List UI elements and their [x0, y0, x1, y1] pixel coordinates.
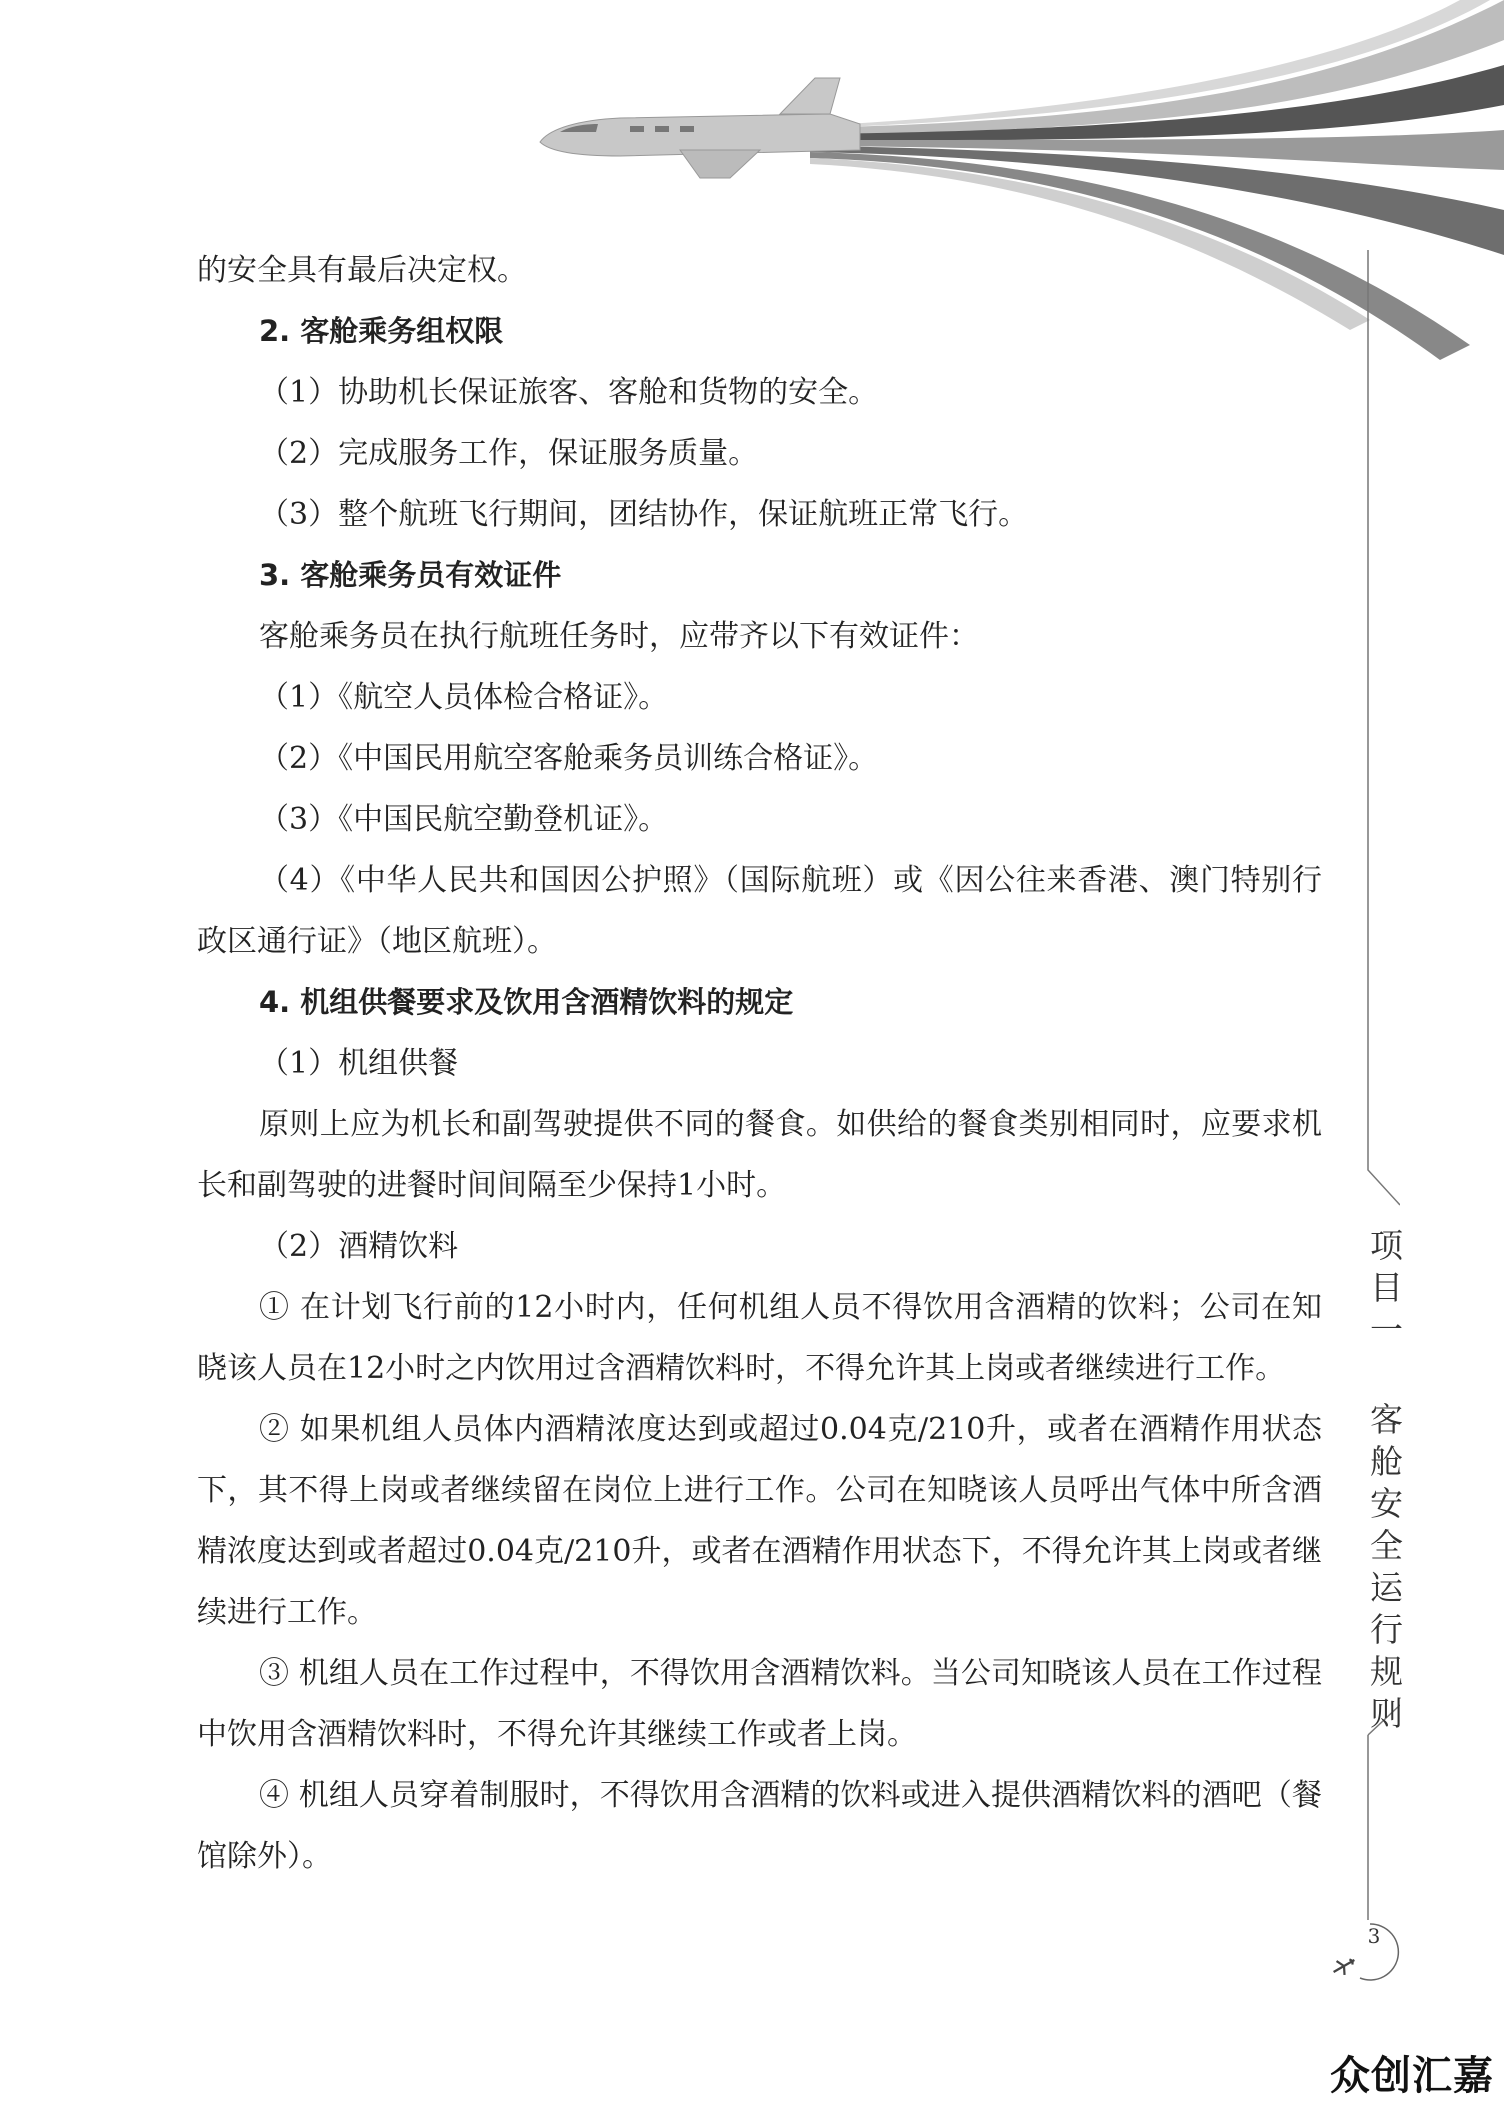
document-body — [197, 240, 1322, 1887]
watermark-logo: 众创汇嘉 — [1330, 2053, 1494, 2099]
paragraph: （2）《中国民用航空客舱乘务员训练合格证》。 — [259, 741, 879, 776]
section-heading: 2. 客舱乘务组权限 — [259, 314, 504, 348]
paragraph: （4）《中华人民共和国因公护照》（国际航班）或《因公往来香港、澳门特别行政区通行证》（地区航班）。 — [197, 863, 1322, 959]
small-airplane-icon — [1330, 1953, 1358, 1979]
paragraph: 原则上应为机长和副驾驶提供不同的餐食。如供给的餐食类别相同时，应要求机长和副驾驶的进餐时间间隔至少保持1小时。 — [197, 1107, 1322, 1203]
paragraph: （1）机组供餐 — [259, 1046, 459, 1081]
section-heading: 4. 机组供餐要求及饮用含酒精饮料的规定 — [259, 985, 794, 1019]
paragraph: （1）协助机长保证旅客、客舱和货物的安全。 — [259, 375, 879, 410]
paragraph: （1）《航空人员体检合格证》。 — [259, 680, 669, 715]
paragraph: （2）酒精饮料 — [259, 1229, 459, 1264]
paragraph: （3）整个航班飞行期间，团结协作，保证航班正常飞行。 — [259, 497, 1029, 532]
paragraph: 客舱乘务员在执行航班任务时，应带齐以下有效证件： — [259, 619, 979, 654]
chapter-side-title: 项目一 客舱安全运行规则 — [1365, 1228, 1404, 1738]
paragraph: ① 在计划飞行前的12小时内，任何机组人员不得饮用含酒精的饮料；公司在知晓该人员在12小时之内饮用过含酒精饮料时，不得允许其上岗或者继续进行工作。 — [197, 1290, 1322, 1386]
page-number: 3 — [1367, 1924, 1381, 1948]
paragraph: 的安全具有最后决定权。 — [197, 253, 527, 288]
paragraph: ③ 机组人员在工作过程中，不得饮用含酒精饮料。当公司知晓该人员在工作过程中饮用含酒精饮料时，不得允许其继续工作或者上岗。 — [197, 1656, 1322, 1752]
paragraph: ② 如果机组人员体内酒精浓度达到或超过0.04克/210升，或者在酒精作用状态下，其不得上岗或者继续留在岗位上进行工作。公司在知晓该人员呼出气体中所含酒精浓度达到或者超过0.04克/210升，或者在酒精作用状态下，不得允许其上岗或者继续进行工作。 — [197, 1412, 1322, 1630]
paragraph: （3）《中国民航空勤登机证》。 — [259, 802, 669, 837]
section-heading: 3. 客舱乘务员有效证件 — [259, 558, 562, 592]
paragraph: （2）完成服务工作，保证服务质量。 — [259, 436, 759, 471]
paragraph: ④ 机组人员穿着制服时，不得饮用含酒精的饮料或进入提供酒精饮料的酒吧（餐馆除外）。 — [197, 1778, 1322, 1874]
